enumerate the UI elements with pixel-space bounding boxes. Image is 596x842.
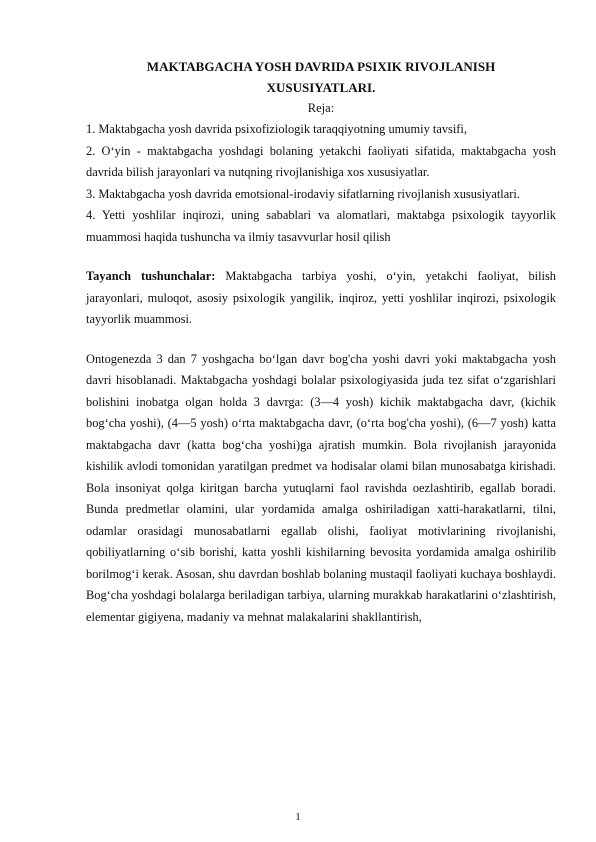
key-terms-label: Tayanch tushunchalar: — [86, 269, 216, 283]
plan-list — [86, 119, 556, 248]
title-line-1: MAKTABGACHA YOSH DAVRIDA PSIXIK RIVOJLANISH — [146, 59, 496, 74]
spacer — [86, 331, 556, 349]
plan-item-1: 1. Maktabgacha yosh davrida psixofiziologik taraqqiyotning umumiy tavsifi, — [86, 122, 467, 136]
key-terms-text: Maktabgacha tarbiya yoshi, o‘yin, yetakchi faoliyat, bilish jarayonlari, muloqot, asosiy psixologik yangilik, inqiroz, yetti yoshlilar inqirozi, psixologik tayyorlik muammosi. — [86, 269, 556, 326]
plan-heading: Reja: — [307, 101, 335, 115]
plan-item-3: 3. Maktabgacha yosh davrida emotsional-irodaviy sifatlarning rivojlanish xususiyatlari. — [86, 186, 520, 201]
plan-item-4: 4. Yetti yoshlilar inqirozi, uning sabablari va alomatlari, maktabga psixologik tayyorlik muammosi haqida tushuncha va ilmiy tasavvurlar hosil qilish — [86, 208, 556, 244]
key-terms-paragraph — [86, 266, 556, 331]
plan-item-2: 2. O‘yin - maktabgacha yoshdagi bolaning yetakchi faoliyati sifatida, maktabgacha yosh davrida bilish jarayonlari va nutqning rivojlanishiga xos xususiyatlar. — [86, 143, 556, 179]
title-line-2: XUSUSIYATLARI. — [266, 80, 376, 95]
body-paragraph: Ontogenezda 3 dan 7 yoshgacha bo‘lgan davr bog'cha yoshi davri yoki maktabgacha yosh davri hisoblanadi. Maktabgacha yoshdagi bolalar psixologiyasida juda tez sifat o‘zgarishlari bolishini inobatga olgan holda 3 davrga: (3—4 yosh) kichik maktabgacha davr, (kichik bog‘cha yoshi), (4—5 yosh) o‘rta maktabgacha davr, (o‘rta bog'cha yoshi), (6—7 yosh) katta maktabgacha davr (katta bog‘cha yoshi)ga ajratish mumkin. Bola rivojlanish jarayonida kishilik avlodi tomonidan yaratilgan predmet va hodisalar olami bilan munosabatga kirishadi. Bola insoniyat qolga kiritgan barcha yutuqlarni faol ravishda oezlashtirib, egallab boradi. Bunda predmetlar olamini, ular yordamida amalga oshiriladigan xatti-harakatlarni, tilni, odamlar orasidagi munosabatlarni egallab olishi, faoliyat motivlarining rivojlanishi, qobiliyatlarning o‘sib borishi, katta yoshli kishilarning bevosita yordamida amalga oshirilib borilmog‘i kerak. Asosan, shu davrdan boshlab bolaning mustaqil faoliyati kuchaya boshlaydi. Bog‘cha yoshdagi bolalarga beriladigan tarbiya, ularning murakkab harakatlarini o‘zlashtirish, elementar gigiyena, madaniy va mehnat malakalarini shakllantirish, — [86, 351, 556, 624]
page-content — [86, 56, 556, 628]
page-number: 1 — [295, 811, 301, 823]
document-title — [86, 56, 556, 98]
spacer — [86, 248, 556, 266]
